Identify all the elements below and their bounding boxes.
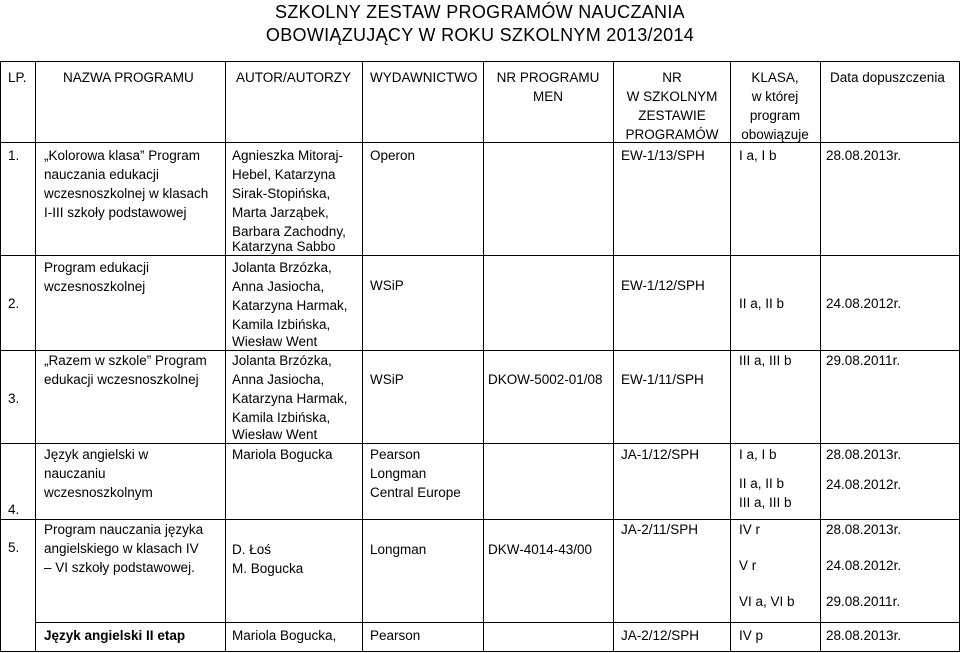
row-separator [0, 443, 960, 444]
row-lp: 2. [8, 296, 20, 311]
row-approval-date: 28.08.2013r. [826, 628, 902, 643]
row-author: Barbara Zachodny, [232, 224, 346, 239]
row-nr-school: JA-2/11/SPH [621, 522, 699, 537]
row-publisher: Longman [370, 542, 427, 557]
row-nr-school: EW-1/11/SPH [621, 372, 704, 387]
row-author: Anna Jasiocha, [232, 372, 325, 387]
row-publisher: WSiP [370, 278, 404, 293]
row-author: Agnieszka Mitoraj- [232, 148, 344, 163]
header-approval-date: Data dopuszczenia [830, 70, 945, 85]
document-title-line-1: SZKOLNY ZESTAW PROGRAMÓW NAUCZANIA [275, 2, 685, 22]
row-lp: 4. [8, 502, 20, 517]
document-title-line-2: OBOWIĄZUJĄCY W ROKU SZKOLNYM 2013/2014 [265, 25, 695, 45]
column-divider [225, 61, 226, 652]
column-divider [483, 61, 484, 652]
header-nr-school: W SZKOLNYM [626, 89, 718, 104]
row-program-name: „Razem w szkole” Program [44, 353, 207, 368]
header-class: program [749, 108, 801, 123]
row-program-name: wczesnoszkolnym [44, 485, 153, 500]
row-author: Katarzyna Sabbo [232, 239, 336, 254]
row-publisher: WSiP [370, 372, 404, 387]
row-author: Marta Jarząbek, [232, 205, 329, 220]
row-author: Kamila Izbińska, [232, 410, 331, 425]
row-author: D. Łoś [232, 542, 272, 557]
row-program-name: angielskiego w klasach IV [44, 541, 199, 556]
row-author: Sirak-Stopińska, [232, 186, 331, 201]
row-class: IV r [739, 522, 761, 537]
row-approval-date: 24.08.2012r. [826, 296, 902, 311]
row-class: V r [739, 558, 757, 573]
row-class: IV p [739, 628, 764, 643]
row-program-name: nauczania edukacji [44, 167, 159, 182]
row-publisher: Pearson [370, 628, 421, 643]
row-class: VI a, VI b [739, 594, 795, 609]
row-lp: 3. [8, 391, 20, 406]
row-class: I a, I b [739, 148, 777, 163]
row-program-name: nauczaniu [44, 466, 106, 481]
column-divider [820, 61, 821, 652]
row-nr-school: JA-2/12/SPH [621, 628, 700, 643]
row-nr-men: DKOW-5002-01/08 [488, 372, 603, 387]
row-lp: 1. [8, 148, 20, 163]
row-program-name: – VI szkoły podstawowej. [44, 560, 195, 575]
row-program-name: Program nauczania języka [44, 522, 204, 537]
row-program-name: edukacji wczesnoszkolnej [44, 372, 199, 387]
row-author: Mariola Bogucka, [232, 628, 337, 643]
row-lp: 5. [8, 540, 20, 555]
row-approval-date: 24.08.2012r. [826, 477, 902, 492]
table-border-bottom [0, 651, 960, 652]
row-class: III a, III b [739, 353, 792, 368]
row-approval-date: 29.08.2011r. [826, 594, 901, 609]
header-nr-school: NR [662, 70, 682, 85]
row-approval-date: 28.08.2013r. [826, 522, 902, 537]
row-author: Wiesław Went [232, 427, 318, 442]
row-approval-date: 24.08.2012r. [826, 558, 902, 573]
table-border-top [0, 61, 960, 62]
column-divider [613, 61, 614, 652]
header-class: w której [751, 89, 799, 104]
row-program-name: Język angielski II etap [44, 628, 186, 643]
header-publisher: WYDAWNICTWO [370, 70, 478, 85]
header-authors: AUTOR/AUTORZY [236, 70, 352, 85]
row-publisher: Central Europe [370, 485, 461, 500]
row-nr-school: EW-1/12/SPH [621, 278, 705, 293]
row-author: M. Bogucka [232, 561, 304, 576]
row-publisher: Longman [370, 466, 427, 481]
column-divider [362, 61, 363, 652]
row-nr-school: JA-1/12/SPH [621, 447, 700, 462]
header-program-name: NAZWA PROGRAMU [63, 70, 194, 85]
row-program-name: wczesnoszkolnej [44, 279, 146, 294]
row-program-name: wczesnoszkolnej w klasach [44, 186, 209, 201]
row-program-name: Program edukacji [44, 260, 150, 275]
row-author: Wiesław Went [232, 334, 318, 349]
row-program-name: Język angielski w [44, 447, 149, 462]
row-approval-date: 28.08.2013r. [826, 148, 902, 163]
table-border-left [0, 61, 1, 652]
row-author: Jolanta Brzózka, [232, 260, 332, 275]
row-author: Katarzyna Harmak, [232, 391, 348, 406]
row-publisher: Operon [370, 148, 416, 163]
header-nr-men: MEN [533, 89, 563, 104]
row-class: III a, III b [739, 495, 792, 510]
row-class: II a, II b [739, 296, 785, 311]
row-publisher: Pearson [370, 447, 421, 462]
header-nr-school: ZESTAWIE [638, 108, 706, 123]
header-class: KLASA, [751, 70, 799, 85]
row-class: II a, II b [739, 476, 785, 491]
row-program-name: I-III szkoły podstawowej [44, 205, 187, 220]
row-author: Mariola Bogucka [232, 447, 333, 462]
row-program-name: „Kolorowa klasa” Program [44, 148, 201, 163]
row-separator [0, 255, 960, 256]
row-author: Jolanta Brzózka, [232, 353, 332, 368]
row-approval-date: 28.08.2013r. [826, 447, 902, 462]
row-class: I a, I b [739, 447, 777, 462]
row-author: Hebel, Katarzyna [232, 167, 336, 182]
row-author: Katarzyna Harmak, [232, 298, 348, 313]
column-divider [730, 61, 731, 652]
header-lp: LP. [8, 70, 27, 85]
header-nr-men: NR PROGRAMU [496, 70, 600, 85]
header-class: obowiązuje [741, 127, 809, 142]
column-divider [35, 61, 36, 652]
row-author: Kamila Izbińska, [232, 317, 331, 332]
row-author: Anna Jasiocha, [232, 279, 325, 294]
row-nr-men: DKW-4014-43/00 [488, 542, 593, 557]
row-nr-school: EW-1/13/SPH [621, 148, 705, 163]
row-approval-date: 29.08.2011r. [826, 353, 901, 368]
row-separator [35, 622, 960, 623]
header-nr-school: PROGRAMÓW [625, 127, 719, 142]
